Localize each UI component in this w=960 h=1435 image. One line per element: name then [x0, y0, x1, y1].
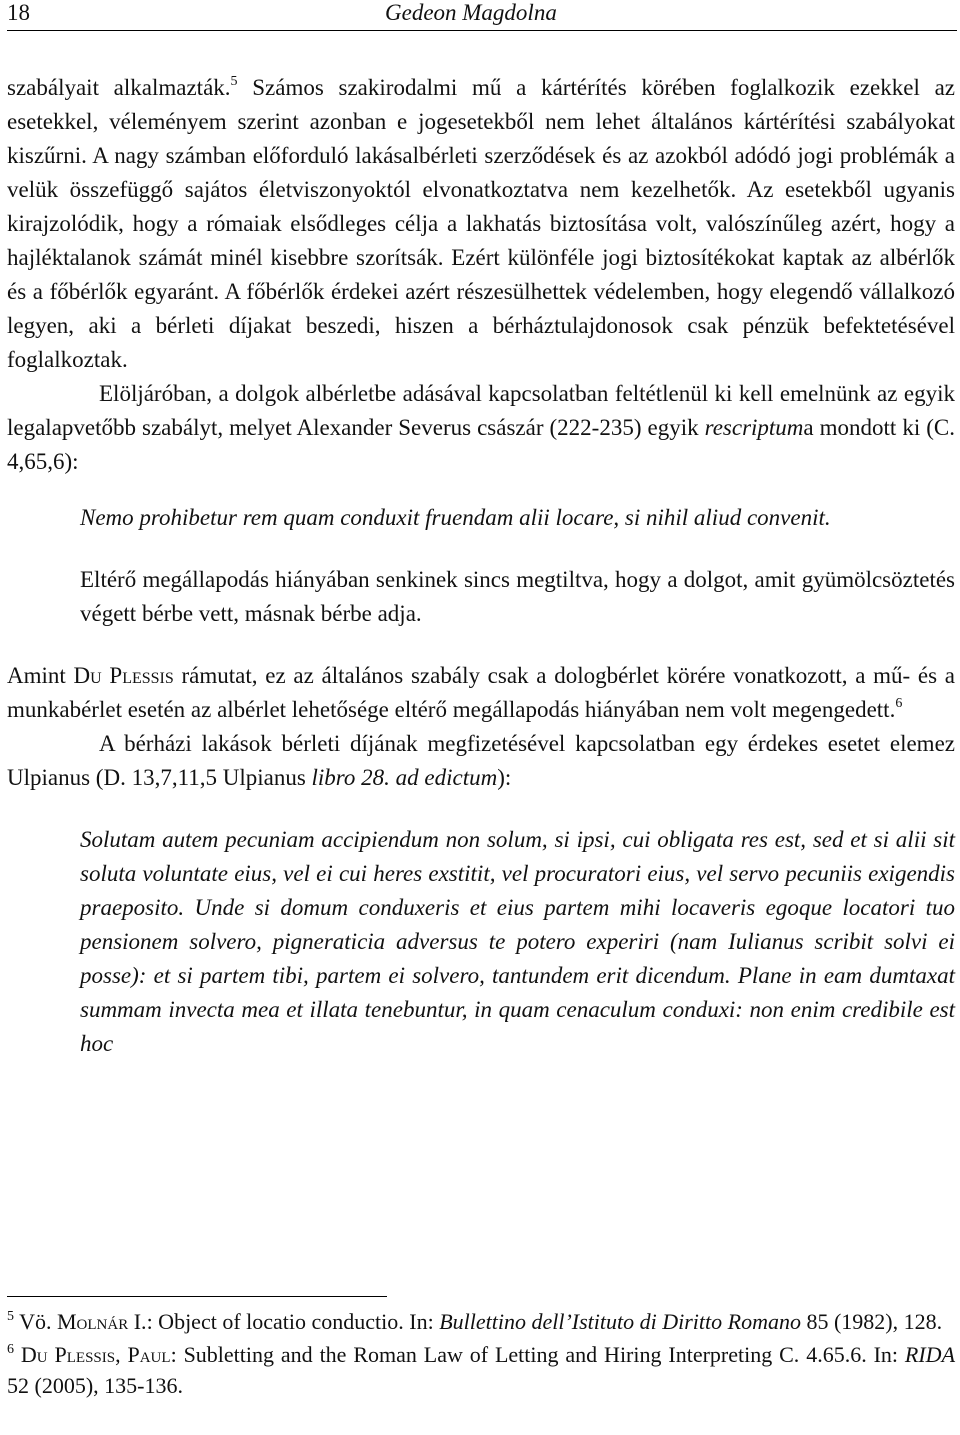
quote-2-latin-text: Solutam autem pecuniam accipiendum non solum, si ipsi, cui obligata res est, sed et si alii sit soluta voluntate eius, vel ei cui heres exstitit, vel procuratori eius, vel servo pecuniis exigendis praeposito. Unde si domum conduxeris et eius partem mihi locaveris egoque locatori tuo pensionem solvero, pigneraticia adversus te potero experiri (nam Iulianus scribit solvi ei posse): et si partem tibi, partem ei solvero, tantundem erit dicendum. Plane in eam dumtaxat summam invecta mea et illata tenebuntur, in quam cenaculum conduxi: non enim credibile est hoc [80, 827, 955, 1056]
quote-2-latin [7, 823, 955, 1061]
paragraph-2-italic: rescriptum [704, 415, 804, 440]
footnote-5-prefix: Vö. [19, 1309, 57, 1334]
footnote-5-number: 5 [7, 1309, 14, 1324]
footnote-6-journal: RIDA [904, 1342, 956, 1367]
footnote-rule [7, 1296, 387, 1297]
footnote-6 [7, 1339, 955, 1401]
main-text [7, 71, 955, 1061]
paragraph-1-start: szabályait alkalmazták. [7, 75, 231, 100]
quote-1-latin [7, 501, 955, 535]
footnote-5-journal: Bullettino dell’Istituto di Diritto Romano [439, 1309, 801, 1334]
footnote-6-number: 6 [7, 1342, 14, 1357]
footnote-ref-5: 5 [230, 74, 238, 89]
paragraph-4-italic: libro 28. ad edictum [311, 765, 498, 790]
paragraph-4-end: ): [497, 765, 512, 790]
paragraph-1 [7, 71, 955, 377]
footnotes [7, 1306, 955, 1403]
paragraph-1-rest: Számos szakirodalmi mű a kártérítés körében foglalkozik ezekkel az esetekkel, véleményem szerint azonban e jogesetekből nem lehet általános kártérítési szabályokat kiszűrni. A nagy számban előforduló lakásalbérleti szerződések és az azokból adódó jogi problémák a velük összefüggő sajátos életviszonyoktól elvonatkoztatva nem kezelhetők. Az esetekből ugyanis kirajzolódik, hogy a rómaiak elsődleges célja a lakhatás biztosítása volt, valószínűleg azért, hogy a hajléktalanok számát minél kisebbre szorítsák. Ezért különféle jogi biztosítékokat kaptak az albérlők és a főbérlők egyaránt. A főbérlők érdekei azért részesülhettek védelemben, hogy elegendő vállalkozó legyen, aki a bérleti díjakat beszedi, hiszen a bérháztulajdonosok csak pénzük befektetésével foglalkoztak. [7, 75, 955, 372]
footnote-6-citation: 52 (2005), 135-136. [7, 1373, 183, 1398]
paragraph-3-author: Du Plessis [73, 663, 174, 688]
footnote-5-text: : Object of locatio conductio. In: [146, 1309, 440, 1334]
page-header [7, 0, 957, 31]
page-number: 18 [7, 0, 30, 25]
footnote-5-citation: 85 (1982), 128. [800, 1309, 943, 1334]
quote-1-latin-text: Nemo prohibetur rem quam conduxit fruendam alii locare, si nihil aliud convenit. [80, 505, 831, 530]
paragraph-3-rest: rámutat, ez az általános szabály csak a dologbérlet körére vonatkozott, a mű- és a munkabérlet esetén az albérlet lehetősége eltérő megállapodás hiányában nem volt megengedett. [7, 663, 956, 722]
paragraph-3-start: Amint [7, 663, 74, 688]
paragraph-4-start: A bérházi lakások bérleti díjának megfizetésével kapcsolatban egy érdekes esetet elemez Ulpianus (D. 13,7,11,5 Ulpianus [7, 731, 955, 790]
footnote-5-author: Molnár I. [57, 1309, 147, 1334]
footnote-6-text: : Subletting and the Roman Law of Letting and Hiring Interpreting C. 4.65.6. In: [170, 1342, 905, 1367]
running-title: Gedeon Magdolna [385, 0, 557, 25]
paragraph-2 [7, 377, 955, 479]
quote-1-translation: Eltérő megállapodás hiányában senkinek sincs megtiltva, hogy a dolgot, amit gyümölcsöztetés végett bérbe vett, másnak bérbe adja. [80, 567, 955, 626]
paragraph-2-end: a mondott ki (C. 4,65,6): [7, 415, 955, 474]
footnote-ref-6: 6 [895, 696, 903, 711]
footnote-6-author: Du Plessis, Paul [20, 1342, 171, 1367]
paragraph-2-start: Elöljáróban, a dolgok albérletbe adásával kapcsolatban feltétlenül ki kell emelnünk az egyik legalapvetőbb szabályt, melyet Alexander Severus császár (222-235) egyik [7, 381, 955, 440]
footnote-5 [7, 1306, 955, 1337]
paragraph-4 [7, 727, 955, 795]
paragraph-3 [7, 659, 955, 727]
